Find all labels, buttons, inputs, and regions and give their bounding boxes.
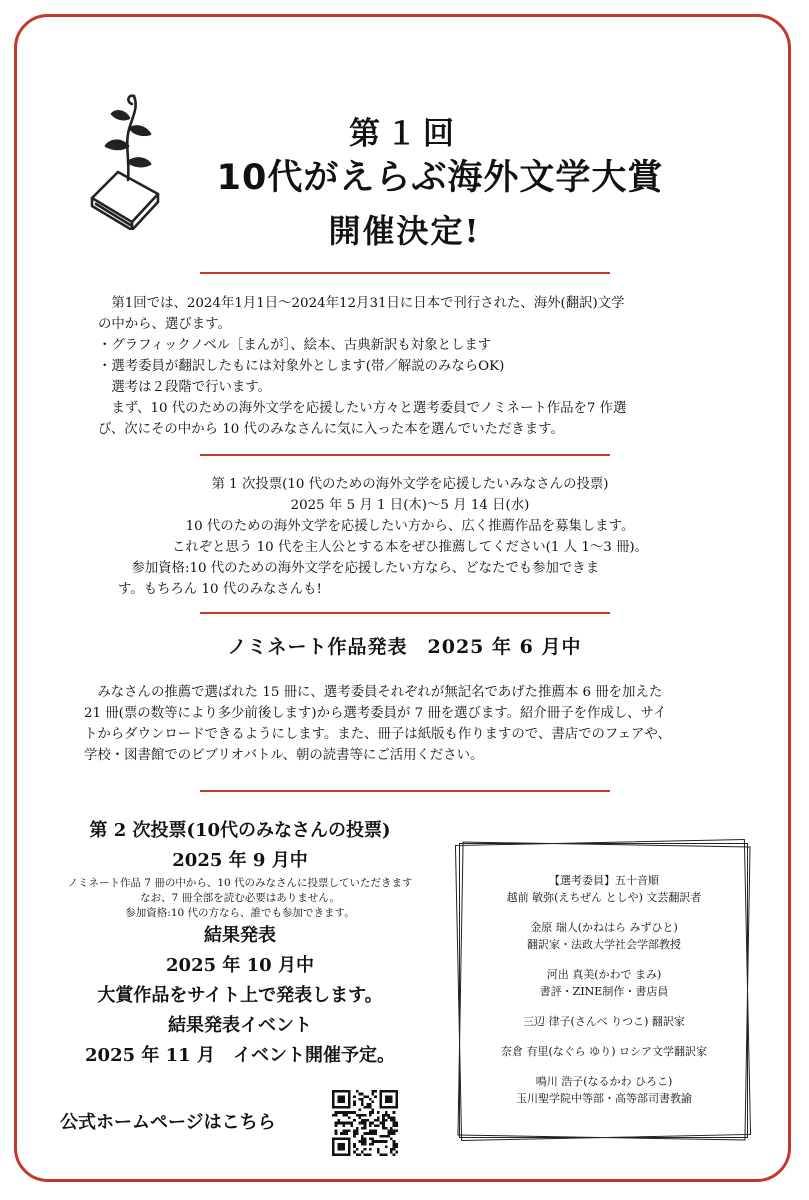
nominate-line: 学校・図書館でのビブリオバトル、朝の読書等にご活用ください。 <box>84 748 484 763</box>
intro-section <box>98 293 718 440</box>
intro-line: び、次にその中から 10 代のみなさんに気に入った本を選んでいただきます。 <box>98 422 564 437</box>
vote1-line: 参加資格:10 代のための海外文学を応援したい方なら、どなたでも参加できま <box>118 561 600 576</box>
title-announcement: 開催決定! <box>328 212 481 250</box>
member-line: 三辺 律子(さんべ りつこ) 翻訳家 <box>523 1015 685 1028</box>
intro-line: まず、10 代のための海外文学を応援したい方々と選考委員でノミネート作品を7 作選 <box>98 401 627 416</box>
member-line: 越前 敏弥(えちぜん としや) 文芸翻訳者 <box>506 891 702 904</box>
intro-line: 第1回では、2024年1月1日～2024年12月31日に日本で刊行された、海外(翻訳)文学 <box>98 296 625 311</box>
nominate-line: トからダウンロードできるようにします。また、冊子は紙版も作りますので、書店でのフェアや、 <box>84 727 671 742</box>
nominate-heading: ノミネート作品発表 2025 年 6 月中 <box>227 636 582 658</box>
member-line: 金原 瑞人(かねはら みずひと) <box>530 921 678 934</box>
nominate-section <box>84 682 744 766</box>
intro-line: 選考は２段階で行います。 <box>98 380 272 395</box>
member-entry <box>470 1013 738 1030</box>
result-text: 大賞作品をサイト上で発表します。 <box>97 985 383 1006</box>
qr-code-icon[interactable] <box>332 1090 398 1156</box>
intro-line: ・グラフィックノベル［まんが］、絵本、古典新訳も対象とします <box>98 338 492 353</box>
vote2-section <box>30 816 450 1071</box>
divider <box>200 272 610 274</box>
vote1-section <box>100 474 720 600</box>
members-list <box>470 872 738 1120</box>
official-site-label: 公式ホームページはこちら <box>60 1112 276 1133</box>
member-entry <box>470 1073 738 1107</box>
vote1-title: 第 1 次投票(10 代のための海外文学を応援したいみなさんの投票) <box>211 477 609 492</box>
divider <box>200 454 610 456</box>
result-heading: 結果発表 <box>204 925 276 946</box>
member-entry <box>470 889 738 906</box>
member-line: 翻訳家・法政大学社会学部教授 <box>527 938 681 951</box>
event-text: 2025 年 11 月 イベント開催予定。 <box>85 1045 395 1066</box>
nominate-line: 21 冊(票の数等により多少前後します)から選考委員が 7 冊を選びます。紹介冊子を作成し、サイ <box>84 706 667 721</box>
member-entry <box>470 919 738 953</box>
vote1-line: す。もちろん 10 代のみなさんも! <box>118 582 322 597</box>
vote1-line: これぞと思う 10 代を主人公とする本をぜひ推薦してください(1 人 1～3 冊)。 <box>171 540 649 555</box>
nominate-line: みなさんの推薦で選ばれた 15 冊に、選考委員それぞれが無記名であげた推薦本 6 冊を加えた <box>84 685 663 700</box>
vote2-note: ノミネート作品 7 冊の中から、10 代のみなさんに投票していただきます <box>67 877 413 889</box>
member-line: 奈倉 有里(なぐら ゆり) ロシア文学翻訳家 <box>500 1045 708 1058</box>
vote2-date: 2025 年 9 月中 <box>172 850 308 871</box>
member-line: 書評・ZINE制作・書店員 <box>539 985 669 998</box>
member-line: 河出 真美(かわで まみ) <box>546 968 662 981</box>
member-entry <box>470 1043 738 1060</box>
vote1-dates: 2025 年 5 月 1 日(木)～5 月 14 日(水) <box>290 498 530 513</box>
vote1-line: 10 代のための海外文学を応援したい方から、広く推薦作品を募集します。 <box>185 519 635 534</box>
member-entry <box>470 966 738 1000</box>
title-edition: 第１回 <box>349 116 460 152</box>
divider <box>200 790 610 792</box>
intro-line: の中から、選びます。 <box>98 317 231 332</box>
intro-line: ・選考委員が翻訳したもには対象外とします(帯／解説のみならOK) <box>98 359 505 374</box>
member-line: 鳴川 浩子(なるかわ ひろこ) <box>535 1075 673 1088</box>
vote2-note: 参加資格:10 代の方なら、誰でも参加できます。 <box>125 907 355 919</box>
event-heading: 結果発表イベント <box>168 1015 312 1036</box>
result-date: 2025 年 10 月中 <box>166 955 314 976</box>
vote2-title: 第 2 次投票(10代のみなさんの投票) <box>89 820 391 841</box>
member-line: 玉川聖学院中等部・高等部司書教諭 <box>516 1092 692 1105</box>
divider <box>200 612 610 614</box>
vote2-note: なお、7 冊全部を読む必要はありません。 <box>140 892 340 904</box>
members-heading: 【選考委員】五十音順 <box>549 874 659 887</box>
title-award-name: 10代がえらぶ海外文学大賞 <box>216 158 664 198</box>
